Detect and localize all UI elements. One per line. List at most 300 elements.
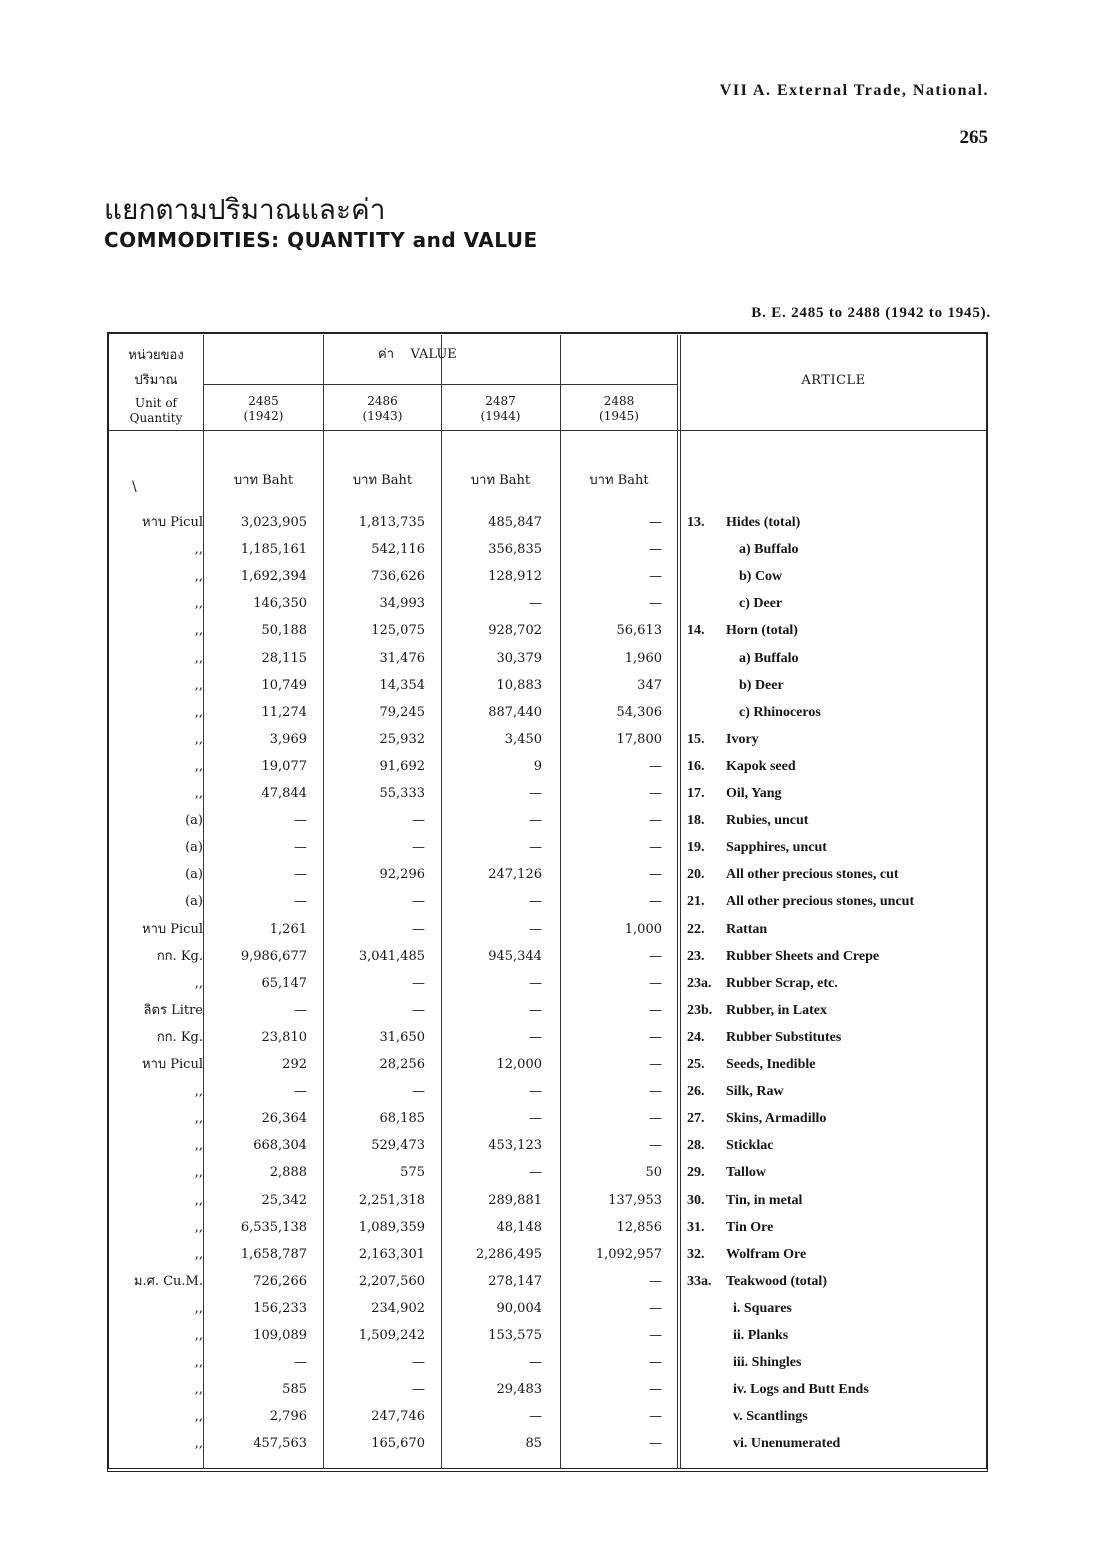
value-2486-cell: —	[412, 1382, 425, 1398]
value-2485-cell: 292	[282, 1057, 307, 1072]
page-title: COMMODITIES: QUANTITY and VALUE	[104, 228, 538, 252]
value-2486-cell: —	[412, 1355, 425, 1371]
value-2488-cell: 137,953	[608, 1192, 662, 1208]
article-name: Horn (total)	[726, 623, 798, 639]
value-2488-cell: 17,800	[616, 731, 662, 747]
value-2487-cell: 887,440	[488, 704, 542, 720]
value-header	[378, 347, 457, 362]
value-header-thai: ค่า	[378, 347, 394, 362]
unit-cell: ,,	[194, 677, 203, 693]
value-2486-cell: 91,692	[379, 758, 425, 774]
article-name: Skins, Armadillo	[726, 1111, 827, 1127]
value-2486-cell: —	[412, 921, 425, 937]
unit-cell: ,,	[194, 1219, 203, 1235]
header-rule	[109, 430, 986, 431]
value-2488-cell: 1,092,957	[595, 1246, 662, 1262]
article-name: Tin Ore	[726, 1219, 774, 1235]
value-2486-cell: 736,626	[371, 569, 425, 585]
value-2487-cell: 12,000	[496, 1057, 542, 1072]
unit-cell: หาบ Picul	[142, 515, 203, 530]
article-number: 21.	[687, 894, 705, 910]
value-2485-cell: 10,749	[261, 677, 307, 693]
unit-cell: ,,	[194, 1436, 203, 1452]
article-name: Sapphires, uncut	[726, 840, 827, 856]
unit-cell: ,,	[194, 623, 203, 639]
value-2488-cell: —	[649, 1382, 662, 1398]
table-row	[107, 784, 988, 811]
value-2487-cell: 247,126	[488, 867, 542, 883]
value-2486-cell: 165,670	[371, 1436, 425, 1452]
value-2486-cell: 542,116	[371, 542, 425, 558]
year-be: 2485	[248, 394, 279, 408]
article-name: b) Deer	[739, 677, 784, 693]
value-2488-cell: —	[649, 840, 662, 856]
value-2488-cell: 1,960	[624, 650, 662, 666]
article-name: All other precious stones, cut	[726, 867, 899, 883]
article-number: 20.	[687, 867, 705, 883]
year-header-2487	[442, 394, 559, 424]
value-2486-cell: —	[412, 975, 425, 991]
value-2485-cell: —	[294, 1002, 307, 1018]
value-2488-cell: —	[649, 1436, 662, 1452]
article-number: 18.	[687, 813, 705, 829]
value-2486-cell: 2,251,318	[358, 1192, 425, 1208]
value-2488-cell: —	[649, 786, 662, 801]
value-2485-cell: —	[294, 1084, 307, 1100]
unit-cell: (a)	[185, 894, 203, 910]
value-2488-cell: —	[649, 596, 662, 612]
page-number: 265	[959, 127, 988, 148]
article-number: 32.	[687, 1246, 705, 1262]
article-name: Rattan	[726, 921, 768, 937]
table-row	[107, 811, 988, 838]
unit-cell: ,,	[194, 1355, 203, 1371]
value-2486-cell: 28,256	[379, 1057, 425, 1072]
value-2486-cell: 1,089,359	[358, 1219, 425, 1235]
value-2487-cell: —	[529, 813, 542, 829]
table-row	[107, 594, 988, 621]
value-2487-cell: 289,881	[488, 1192, 542, 1208]
value-header-en: VALUE	[410, 347, 457, 362]
year-header-2486	[324, 394, 441, 424]
table-row	[107, 1218, 988, 1245]
unit-cell: ,,	[194, 704, 203, 720]
unit-cell: ,,	[194, 786, 203, 801]
value-2488-cell: —	[649, 1002, 662, 1018]
article-name: ii. Planks	[733, 1328, 789, 1343]
value-2486-cell: 92,296	[379, 867, 425, 883]
value-2485-cell: 65,147	[261, 975, 307, 991]
article-name: Rubber Sheets and Crepe	[726, 948, 880, 964]
value-2487-cell: 945,344	[488, 948, 542, 964]
article-number: 23.	[687, 948, 705, 964]
value-2487-cell: 3,450	[504, 731, 542, 747]
table-row	[107, 567, 988, 594]
article-name: Tallow	[726, 1165, 766, 1181]
value-2487-cell: —	[529, 1084, 542, 1100]
table-row	[107, 1191, 988, 1218]
unit-cell: ,,	[194, 596, 203, 612]
article-name: iv. Logs and Butt Ends	[733, 1382, 869, 1398]
value-2488-cell: —	[649, 542, 662, 558]
article-name: Seeds, Inedible	[726, 1057, 816, 1072]
value-2487-cell: —	[529, 1409, 542, 1425]
value-2488-cell: —	[649, 569, 662, 585]
article-name: Ivory	[726, 731, 759, 747]
period-label: B. E. 2485 to 2488 (1942 to 1945).	[751, 305, 991, 321]
article-name: Rubber Scrap, etc.	[726, 975, 838, 991]
unit-header-thai-2: ปริมาณ	[134, 373, 178, 388]
table-row	[107, 1434, 988, 1461]
value-2486-cell: —	[412, 1002, 425, 1018]
value-2485-cell: 109,089	[253, 1328, 307, 1343]
value-2485-cell: —	[294, 894, 307, 910]
article-name: Kapok seed	[726, 758, 796, 774]
value-2486-cell: 55,333	[379, 786, 425, 801]
value-2486-cell: 529,473	[371, 1138, 425, 1154]
value-2487-cell: —	[529, 975, 542, 991]
value-2487-cell: 48,148	[496, 1219, 542, 1235]
unit-cell: ,,	[194, 1084, 203, 1100]
value-2485-cell: 25,342	[261, 1192, 307, 1208]
value-2486-cell: 31,650	[379, 1029, 425, 1045]
value-2488-cell: —	[649, 948, 662, 964]
value-2486-cell: 2,163,301	[358, 1246, 425, 1262]
value-2485-cell: 47,844	[261, 786, 307, 801]
value-2486-cell: —	[412, 894, 425, 910]
value-2488-cell: —	[649, 515, 662, 530]
value-2487-cell: 85	[525, 1436, 542, 1452]
unit-cell: ,,	[194, 758, 203, 774]
value-2488-cell: —	[649, 1084, 662, 1100]
table-row	[107, 1001, 988, 1028]
unit-cell: ,,	[194, 1246, 203, 1262]
unit-cell: ,,	[194, 1382, 203, 1398]
value-2487-cell: 356,835	[488, 542, 542, 558]
year-be: 2487	[485, 394, 516, 408]
value-2485-cell: 156,233	[253, 1300, 307, 1316]
article-number: 19.	[687, 840, 705, 856]
value-2487-cell: 453,123	[488, 1138, 542, 1154]
table-row	[107, 974, 988, 1001]
article-number: 14.	[687, 623, 705, 639]
value-2487-cell: —	[529, 1002, 542, 1018]
table-row	[107, 1136, 988, 1163]
value-2487-cell: —	[529, 1355, 542, 1371]
table-row	[107, 1272, 988, 1299]
unit-cell: ,,	[194, 1192, 203, 1208]
value-2488-cell: —	[649, 1273, 662, 1289]
value-2487-cell: 485,847	[488, 515, 542, 530]
article-name: Oil, Yang	[726, 786, 782, 801]
article-number: 23a.	[687, 975, 712, 991]
value-2486-cell: 234,902	[371, 1300, 425, 1316]
table-row	[107, 1028, 988, 1055]
article-number: 25.	[687, 1057, 705, 1072]
unit-cell: (a)	[185, 840, 203, 856]
article-header: ARTICLE	[801, 373, 866, 388]
table-row	[107, 703, 988, 730]
article-name: c) Deer	[739, 596, 783, 612]
table-row	[107, 838, 988, 865]
year-be: 2486	[367, 394, 398, 408]
value-2486-cell: 1,813,735	[358, 515, 425, 530]
value-2485-cell: 2,796	[269, 1409, 307, 1425]
article-name: Rubies, uncut	[726, 813, 809, 829]
table-row	[107, 1380, 988, 1407]
value-2488-cell: —	[649, 758, 662, 774]
table-row	[107, 757, 988, 784]
article-name: Teakwood (total)	[726, 1273, 827, 1289]
unit-cell: (a)	[185, 867, 203, 883]
value-2485-cell: 28,115	[261, 650, 307, 666]
value-2485-cell: —	[294, 813, 307, 829]
value-2488-cell: 50	[645, 1165, 662, 1181]
unit-cell: ,,	[194, 1165, 203, 1181]
value-2485-cell: 26,364	[261, 1111, 307, 1127]
table-row	[107, 730, 988, 757]
unit-cell: ,,	[194, 1300, 203, 1316]
value-2487-cell: 90,004	[496, 1300, 542, 1316]
value-2485-cell: 11,274	[261, 704, 307, 720]
value-2487-cell: —	[529, 1029, 542, 1045]
value-2485-cell: 1,185,161	[240, 542, 307, 558]
table-row	[107, 1245, 988, 1272]
table-row	[107, 892, 988, 919]
year-ce: (1945)	[599, 409, 639, 423]
value-2488-cell: —	[649, 975, 662, 991]
article-name: v. Scantlings	[733, 1409, 808, 1425]
unit-cell: ,,	[194, 1111, 203, 1127]
article-name: a) Buffalo	[739, 650, 799, 666]
year-ce: (1942)	[243, 409, 284, 423]
value-2487-cell: 9	[533, 758, 542, 774]
unit-cell: ,,	[194, 1409, 203, 1425]
value-2487-cell: 30,379	[496, 650, 542, 666]
unit-cell: ลิตร Litre	[143, 1002, 203, 1018]
value-2488-cell: —	[649, 1029, 662, 1045]
value-2487-cell: 928,702	[488, 623, 542, 639]
value-2486-cell: 25,932	[379, 731, 425, 747]
value-2485-cell: 457,563	[253, 1436, 307, 1452]
value-2488-cell: —	[649, 867, 662, 883]
article-number: 28.	[687, 1138, 705, 1154]
unit-cell: ,,	[194, 1138, 203, 1154]
article-number: 30.	[687, 1192, 705, 1208]
value-2485-cell: 2,888	[269, 1165, 307, 1181]
value-2488-cell: 347	[637, 677, 662, 693]
article-name: Hides (total)	[726, 515, 801, 530]
article-number: 15.	[687, 731, 705, 747]
value-2485-cell: 19,077	[261, 758, 307, 774]
value-2486-cell: —	[412, 840, 425, 856]
value-2488-cell: —	[649, 1111, 662, 1127]
value-2487-cell: —	[529, 1111, 542, 1127]
unit-header-en-1: Unit of	[135, 396, 177, 410]
unit-cell: กก. Kg.	[156, 948, 203, 964]
value-2487-cell: —	[529, 786, 542, 801]
value-2486-cell: 575	[400, 1165, 425, 1181]
table-row	[107, 1109, 988, 1136]
article-name: vi. Unenumerated	[733, 1436, 841, 1452]
value-2487-cell: —	[529, 894, 542, 910]
table-row	[107, 621, 988, 648]
table-row	[107, 1055, 988, 1082]
value-2486-cell: 1,509,242	[358, 1328, 425, 1343]
value-2486-cell: 14,354	[379, 677, 425, 693]
value-2488-cell: —	[649, 813, 662, 829]
article-number: 17.	[687, 786, 705, 801]
value-2487-cell: —	[529, 921, 542, 937]
value-2488-cell: —	[649, 1138, 662, 1154]
value-2485-cell: 3,969	[269, 731, 307, 747]
value-2485-cell: 9,986,677	[240, 948, 307, 964]
value-2485-cell: —	[294, 867, 307, 883]
value-2485-cell: 668,304	[253, 1138, 307, 1154]
value-2486-cell: 68,185	[379, 1111, 425, 1127]
value-2486-cell: 34,993	[379, 596, 425, 612]
unit-cell: ,,	[194, 731, 203, 747]
value-2485-cell: 1,261	[269, 921, 307, 937]
unit-cell: หาบ Picul	[142, 1057, 203, 1072]
value-2485-cell: —	[294, 840, 307, 856]
article-name: Wolfram Ore	[726, 1246, 807, 1262]
article-name: Sticklac	[726, 1138, 774, 1154]
table-row	[107, 1299, 988, 1326]
article-number: 13.	[687, 515, 705, 530]
table-row	[107, 1353, 988, 1380]
article-name: Rubber Substitutes	[726, 1029, 842, 1045]
value-2488-cell: 54,306	[616, 704, 662, 720]
value-2485-cell: 726,266	[253, 1273, 307, 1289]
value-2487-cell: 2,286,495	[475, 1246, 542, 1262]
value-2485-cell: —	[294, 1355, 307, 1371]
value-2485-cell: 6,535,138	[240, 1219, 307, 1235]
table-row	[107, 1407, 988, 1434]
value-2488-cell: —	[649, 1300, 662, 1316]
table-row	[107, 1163, 988, 1190]
year-be: 2488	[603, 394, 635, 408]
value-2488-cell: 12,856	[616, 1219, 662, 1235]
currency-label: บาท Baht	[589, 473, 649, 488]
table-row	[107, 920, 988, 947]
unit-cell: กก. Kg.	[156, 1029, 203, 1045]
value-2485-cell: 23,810	[261, 1029, 307, 1045]
currency-label: บาท Baht	[233, 473, 294, 488]
value-2487-cell: 10,883	[496, 677, 542, 693]
article-name: a) Buffalo	[739, 542, 799, 558]
article-name: Silk, Raw	[726, 1084, 784, 1100]
unit-header-thai-1: หน่วยของ	[128, 348, 184, 363]
value-2486-cell: 125,075	[371, 623, 425, 639]
section-header: VII A. External Trade, National.	[719, 82, 989, 99]
value-2488-cell: 1,000	[624, 921, 662, 937]
header-rule	[203, 384, 677, 385]
value-2487-cell: 278,147	[488, 1273, 542, 1289]
table-row	[107, 513, 988, 540]
value-2488-cell: 56,613	[616, 623, 662, 639]
article-number: 31.	[687, 1219, 705, 1235]
article-name: iii. Shingles	[733, 1355, 802, 1371]
value-2488-cell: —	[649, 1355, 662, 1371]
year-ce: (1944)	[480, 409, 521, 423]
unit-cell: ,,	[194, 975, 203, 991]
article-number: 16.	[687, 758, 705, 774]
value-2485-cell: 50,188	[261, 623, 307, 639]
value-2486-cell: 3,041,485	[358, 948, 425, 964]
table-row	[107, 676, 988, 703]
value-2485-cell: 3,023,905	[240, 515, 307, 530]
table-row	[107, 540, 988, 567]
article-name: Tin, in metal	[726, 1192, 803, 1208]
value-2485-cell: 585	[282, 1382, 307, 1398]
article-number: 29.	[687, 1165, 705, 1181]
value-2487-cell: 128,912	[488, 569, 542, 585]
article-number: 26.	[687, 1084, 705, 1100]
value-2486-cell: 31,476	[379, 650, 425, 666]
currency-label: บาท Baht	[470, 473, 531, 488]
article-name: i. Squares	[733, 1300, 792, 1316]
value-2486-cell: 247,746	[371, 1409, 425, 1425]
value-2487-cell: 29,483	[496, 1382, 542, 1398]
table-row	[107, 649, 988, 676]
value-2485-cell: 1,658,787	[240, 1246, 307, 1262]
unit-cell: ,,	[194, 1328, 203, 1343]
unit-cell: ,,	[194, 650, 203, 666]
unit-cell: ,,	[194, 542, 203, 558]
table-row	[107, 947, 988, 974]
article-name: c) Rhinoceros	[739, 704, 821, 720]
unit-cell: หาบ Picul	[142, 921, 203, 937]
year-ce: (1943)	[362, 409, 403, 423]
article-name: All other precious stones, uncut	[726, 894, 915, 910]
page-title-thai: แยกตามปริมาณและค่า	[104, 193, 386, 226]
value-2486-cell: 2,207,560	[358, 1273, 425, 1289]
unit-cell: (a)	[185, 813, 203, 829]
value-2487-cell: —	[529, 840, 542, 856]
value-2486-cell: —	[412, 813, 425, 829]
value-2487-cell: 153,575	[488, 1328, 542, 1343]
article-number: 22.	[687, 921, 705, 937]
currency-label: บาท Baht	[352, 473, 413, 488]
article-number: 27.	[687, 1111, 705, 1127]
value-2485-cell: 1,692,394	[240, 569, 307, 585]
unit-cell: ม.ศ. Cu.M.	[133, 1273, 203, 1289]
unit-mark: \	[132, 479, 137, 495]
article-name: b) Cow	[739, 569, 783, 585]
value-2486-cell: 79,245	[379, 704, 425, 720]
value-2488-cell: —	[649, 1409, 662, 1425]
table-row	[107, 1082, 988, 1109]
value-2487-cell: —	[529, 596, 542, 612]
unit-cell: ,,	[194, 569, 203, 585]
article-name: Rubber, in Latex	[726, 1002, 828, 1018]
value-2485-cell: 146,350	[253, 596, 307, 612]
article-number: 24.	[687, 1029, 705, 1045]
value-2488-cell: —	[649, 894, 662, 910]
value-2487-cell: —	[529, 1165, 542, 1181]
article-number: 33a.	[687, 1273, 712, 1289]
table-row	[107, 1326, 988, 1353]
value-2486-cell: —	[412, 1084, 425, 1100]
value-2488-cell: —	[649, 1328, 662, 1343]
year-header-2488	[561, 394, 677, 424]
unit-header-en-2: Quantity	[129, 411, 183, 425]
article-number: 23b.	[687, 1002, 713, 1018]
value-2488-cell: —	[649, 1057, 662, 1072]
year-header-2485	[205, 394, 322, 424]
table-row	[107, 865, 988, 892]
